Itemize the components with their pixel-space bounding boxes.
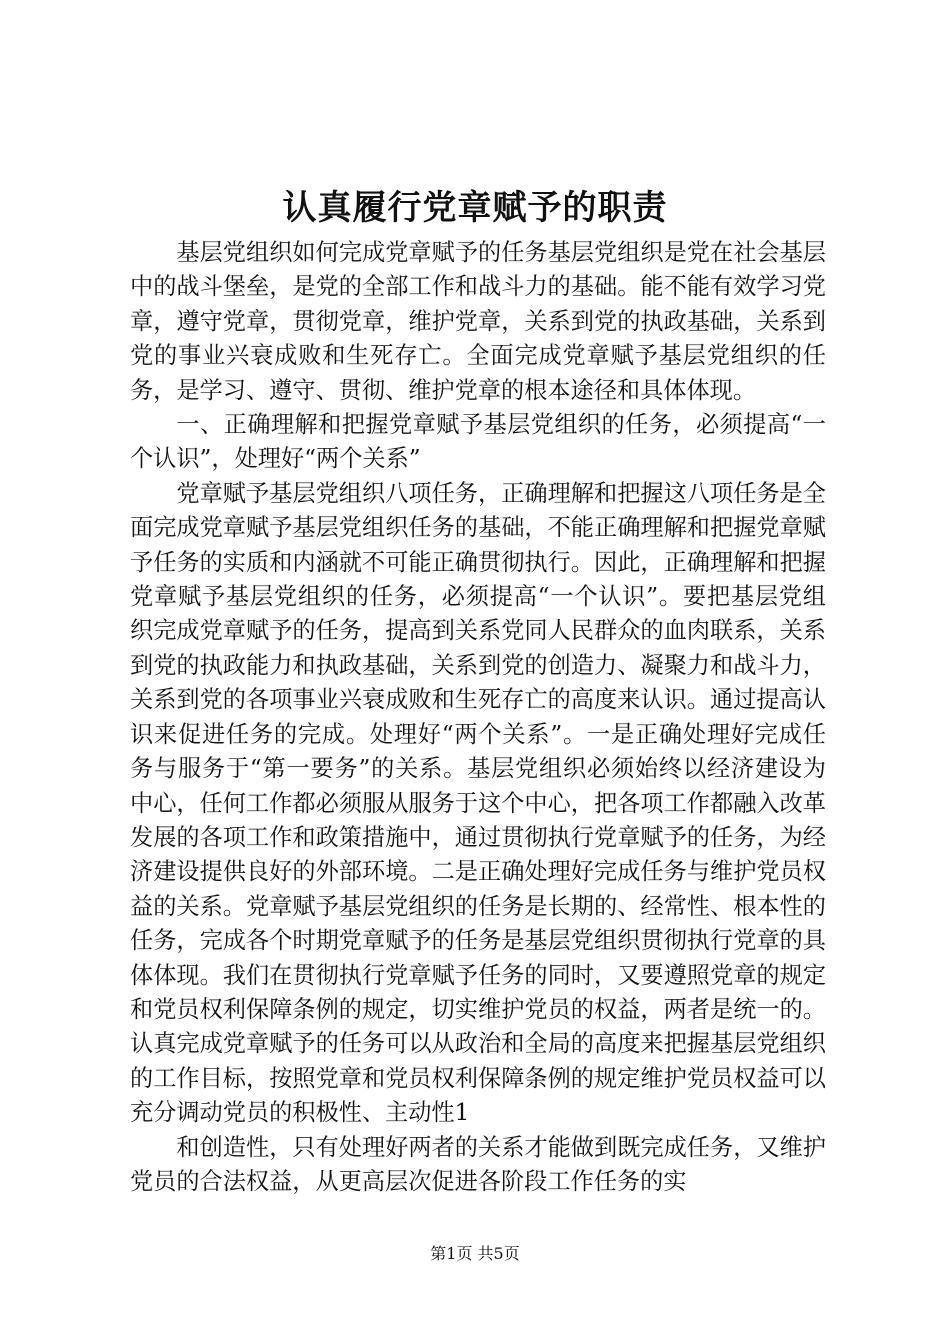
document-title: 认真履行党章赋予的职责 [282,188,668,228]
page-number-footer: 第1页 共5页 [430,1244,520,1263]
paragraph-continuation: 和创造性，只有处理好两者的关系才能做到既完成任务，又维护党员的合法权益，从更高层次促进各阶段工作任务的实 [130,1133,826,1195]
paragraph-intro: 基层党组织如何完成党章赋予的任务基层党组织是党在社会基层中的战斗堡垒，是党的全部工作和战斗力的基础。能不能有效学习党章，遵守党章，贯彻党章，维护党章，关系到党的执政基础，关系到党的事业兴衰成败和生死存亡。全面完成党章赋予基层党组织的任务，是学习、遵守、贯彻、维护党章的根本途径和具体体现。 [130,239,826,404]
document-body [130,236,826,1199]
paragraph-main: 党章赋予基层党组织八项任务，正确理解和把握这八项任务是全面完成党章赋予基层党组织任务的基础，不能正确理解和把握党章赋予任务的实质和内涵就不可能正确贯彻执行。因此，正确理解和把握党章赋予基层党组织的任务，必须提高“一个认识”。要把基层党组织完成党章赋予的任务，提高到关系党同人民群众的血肉联系，关系到党的执政能力和执政基础，关系到党的创造力、凝聚力和战斗力，关系到党的各项事业兴衰成败和生死存亡的高度来认识。通过提高认识来促进任务的完成。处理好“两个关系”。一是正确处理好完成任务与服务于“第一要务”的关系。基层党组织必须始终以经济建设为中心，任何工作都必须服从服务于这个中心，把各项工作都融入改革发展的各项工作和政策措施中，通过贯彻执行党章赋予的任务，为经济建设提供良好的外部环境。二是正确处理好完成任务与维护党员权益的关系。党章赋予基层党组织的任务是长期的、经常性、根本性的任务，完成各个时期党章赋予的任务是基层党组织贯彻执行党章的具体体现。我们在贯彻执行党章赋予任务的同时，又要遵照党章的规定和党员权利保障条例的规定，切实维护党员的权益，两者是统一的。认真完成党章赋予的任务可以从政治和全局的高度来把握基层党组织的工作目标，按照党章和党员权利保障条例的规定维护党员权益可以充分调动党员的积极性、主动性1 [130,479,826,1127]
paragraph-section-heading: 一、正确理解和把握党章赋予基层党组织的任务，必须提高“一个认识”，处理好“两个关系” [130,411,826,473]
